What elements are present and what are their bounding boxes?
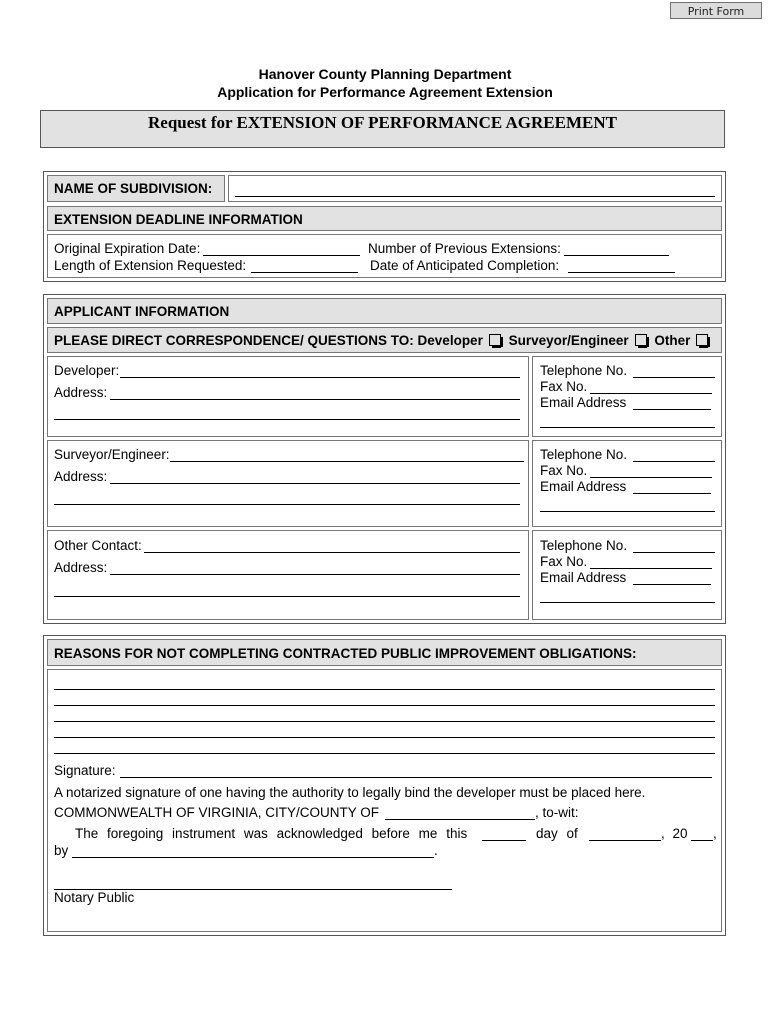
- applicant-heading-cell: [47, 298, 722, 324]
- by-input[interactable]: [72, 857, 434, 858]
- developer-email-input[interactable]: [633, 409, 711, 410]
- length-requested-label: Length of Extension Requested:: [54, 258, 247, 273]
- developer-address-label: Address:: [54, 385, 108, 400]
- signature-label: Signature:: [54, 763, 116, 778]
- correspondence-label: PLEASE DIRECT CORRESPONDENCE/ QUESTIONS TO: Developer: [54, 333, 483, 348]
- surveyor-telephone-input[interactable]: [633, 461, 715, 462]
- other-telephone-input[interactable]: [633, 552, 715, 553]
- notary-public-label: Notary Public: [54, 890, 135, 905]
- city-county-input[interactable]: [385, 819, 535, 820]
- developer-cell: [47, 356, 529, 437]
- print-form-button[interactable]: Print Form: [670, 2, 762, 19]
- other-address-line2[interactable]: [54, 596, 520, 597]
- other-contact-label: Other Contact:: [54, 538, 142, 553]
- developer-telephone-input[interactable]: [633, 377, 715, 378]
- developer-fax-label: Fax No.: [540, 379, 588, 394]
- other-address-input[interactable]: [110, 574, 520, 575]
- original-expiration-label: Original Expiration Date:: [54, 241, 201, 256]
- reasons-body-cell: [47, 669, 722, 932]
- developer-address-line2[interactable]: [54, 419, 520, 420]
- other-contact-details-cell: [532, 530, 722, 620]
- year-input[interactable]: [691, 840, 713, 841]
- day-input[interactable]: [482, 840, 526, 841]
- signature-input[interactable]: [120, 777, 712, 778]
- other-contact-cell: [47, 530, 529, 620]
- surveyor-address-input[interactable]: [110, 483, 520, 484]
- developer-input[interactable]: [120, 377, 520, 378]
- correspondence-row: [54, 333, 712, 348]
- surveyor-contact-cell: [532, 440, 722, 527]
- extension-heading-cell: [47, 206, 722, 231]
- by-period: .: [434, 843, 438, 858]
- other-fax-input[interactable]: [590, 568, 712, 569]
- other-contact-input[interactable]: [144, 552, 520, 553]
- original-expiration-input[interactable]: [203, 255, 360, 256]
- surveyor-option-label: Surveyor/Engineer: [508, 333, 629, 348]
- reasons-heading: REASONS FOR NOT COMPLETING CONTRACTED PUBLIC IMPROVEMENT OBLIGATIONS:: [54, 646, 637, 661]
- surveyor-cell: [47, 440, 529, 527]
- applicant-heading: APPLICANT INFORMATION: [54, 304, 230, 319]
- year-prefix-label: , 20: [661, 826, 688, 841]
- subdivision-label: NAME OF SUBDIVISION:: [54, 181, 213, 196]
- subdivision-input[interactable]: [235, 196, 715, 197]
- other-checkbox[interactable]: [696, 334, 708, 346]
- reason-line-4[interactable]: [54, 737, 715, 738]
- surveyor-telephone-label: Telephone No.: [540, 447, 628, 462]
- subdivision-label-cell: [47, 175, 225, 202]
- other-address-label: Address:: [54, 560, 108, 575]
- department-title: Hanover County Planning Department: [258, 66, 512, 82]
- developer-checkbox[interactable]: [489, 334, 501, 346]
- to-wit-label: , to-wit:: [535, 805, 579, 820]
- previous-extensions-input[interactable]: [564, 255, 669, 256]
- surveyor-fax-input[interactable]: [590, 477, 712, 478]
- reason-line-5[interactable]: [54, 753, 715, 754]
- surveyor-email-label: Email Address: [540, 479, 627, 494]
- surveyor-address-line2[interactable]: [54, 504, 520, 505]
- month-input[interactable]: [589, 840, 661, 841]
- other-email-line2[interactable]: [540, 602, 715, 603]
- developer-email-label: Email Address: [540, 395, 627, 410]
- length-requested-input[interactable]: [251, 272, 358, 273]
- surveyor-label: Surveyor/Engineer:: [54, 447, 170, 462]
- surveyor-fax-label: Fax No.: [540, 463, 588, 478]
- extension-heading: EXTENSION DEADLINE INFORMATION: [54, 212, 303, 227]
- developer-telephone-label: Telephone No.: [540, 363, 628, 378]
- reason-line-1[interactable]: [54, 689, 715, 690]
- extension-info-cell: [47, 234, 722, 278]
- subdivision-field-cell: [228, 175, 722, 202]
- surveyor-email-input[interactable]: [633, 493, 711, 494]
- surveyor-checkbox[interactable]: [635, 334, 647, 346]
- by-label: by: [54, 843, 69, 858]
- developer-address-input[interactable]: [110, 399, 520, 400]
- surveyor-email-line2[interactable]: [540, 511, 715, 512]
- anticipated-completion-input[interactable]: [568, 272, 675, 273]
- developer-fax-input[interactable]: [590, 393, 712, 394]
- other-email-input[interactable]: [633, 584, 711, 585]
- other-fax-label: Fax No.: [540, 554, 588, 569]
- surveyor-address-label: Address:: [54, 469, 108, 484]
- reason-line-2[interactable]: [54, 705, 715, 706]
- form-title-box: [40, 110, 725, 148]
- previous-extensions-label: Number of Previous Extensions:: [368, 241, 561, 256]
- anticipated-completion-label: Date of Anticipated Completion:: [370, 258, 560, 273]
- reason-line-3[interactable]: [54, 721, 715, 722]
- commonwealth-label: COMMONWEALTH OF VIRGINIA, CITY/COUNTY OF: [54, 805, 380, 820]
- day-of-label: day of: [536, 826, 578, 841]
- foregoing-label: The foregoing instrument was acknowledged before me this: [75, 826, 468, 841]
- year-suffix-label: ,: [713, 826, 717, 841]
- reasons-heading-cell: [47, 639, 722, 666]
- other-option-label: Other: [654, 333, 691, 348]
- other-telephone-label: Telephone No.: [540, 538, 628, 553]
- developer-contact-cell: [532, 356, 722, 437]
- form-title: Request for EXTENSION OF PERFORMANCE AGREEMENT: [148, 113, 617, 132]
- developer-label: Developer:: [54, 363, 120, 378]
- correspondence-cell: [47, 327, 722, 353]
- notary-note: A notarized signature of one having the authority to legally bind the developer must be placed here.: [54, 785, 646, 800]
- application-title: Application for Performance Agreement Extension: [217, 84, 553, 100]
- developer-email-line2[interactable]: [540, 427, 715, 428]
- other-email-label: Email Address: [540, 570, 627, 585]
- surveyor-input[interactable]: [170, 461, 524, 462]
